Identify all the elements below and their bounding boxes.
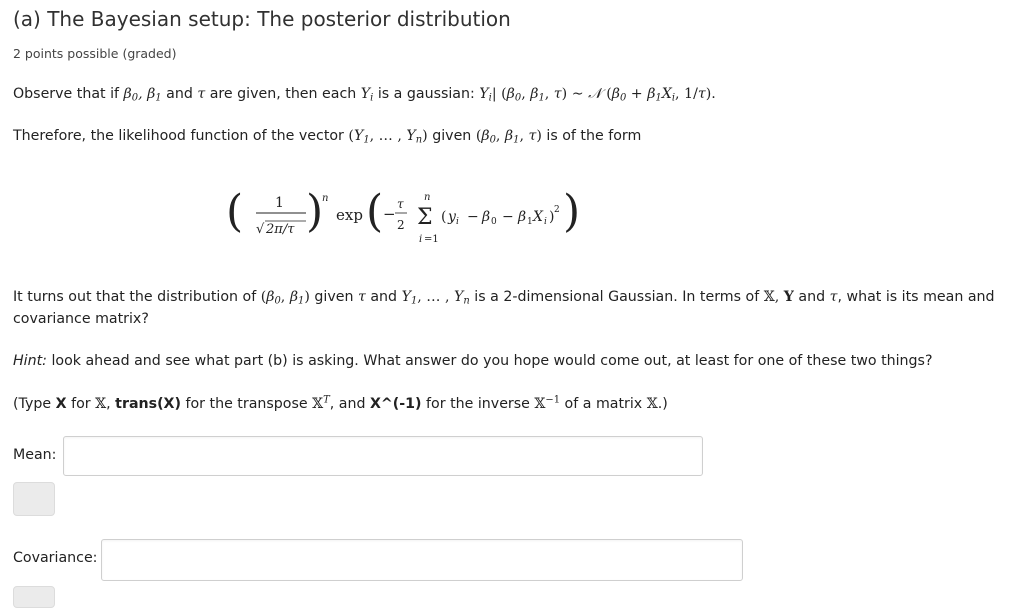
problem-title: (a) The Bayesian setup: The posterior distribution (13, 7, 511, 31)
typing-instructions: (Type X for 𝕏, trans(X) for the transpose 𝕏$^T$, and X^(-1) for the inverse 𝕏$^{-1}$ of a matrix 𝕏.) (13, 394, 668, 412)
paragraph-likelihood: Therefore, the likelihood function of the vector ($Y_1$, … , $Y_n$) given ($\beta_0$, $\beta_1$, τ) is of the form (13, 128, 642, 146)
svg-text:−: − (383, 205, 396, 223)
svg-text:i: i (419, 234, 423, 245)
svg-text:i: i (544, 217, 547, 227)
svg-text:n: n (424, 192, 431, 203)
mean-preview-button[interactable] (13, 482, 55, 516)
covariance-preview-button[interactable] (13, 586, 55, 608)
points-info: 2 points possible (graded) (13, 46, 177, 61)
svg-text:√: √ (256, 222, 265, 237)
svg-text:): ) (306, 186, 324, 237)
hint-text: Hint: look ahead and see what part (b) is asking. What answer do you hope would come out, at least for one of these two things? (13, 353, 933, 369)
covariance-label: Covariance: (13, 550, 98, 566)
svg-text:Σ: Σ (417, 205, 433, 230)
mean-label: Mean: (13, 447, 57, 463)
paragraph-observe: Observe that if $\beta_0$, $\beta_1$ and τ are given, then each $Y_i$ is a gaussian: $Y_i|$ ($\beta_0$, $\beta_1$, τ) ∼ 𝒩 ($\beta_0 + \beta_1X_i$, 1/τ). (13, 86, 716, 104)
covariance-input[interactable] (101, 539, 743, 581)
svg-text:2: 2 (397, 218, 405, 232)
svg-text:i: i (456, 217, 459, 227)
svg-text:=1: =1 (424, 234, 439, 245)
svg-text:(: ( (366, 186, 384, 237)
svg-text:(: ( (441, 209, 447, 225)
svg-text:1: 1 (527, 217, 533, 227)
svg-text:−: − (467, 209, 479, 225)
svg-text:τ: τ (397, 197, 404, 211)
svg-text:): ) (563, 186, 581, 237)
svg-text:β: β (518, 209, 527, 225)
svg-text:2: 2 (554, 205, 560, 215)
likelihood-formula (226, 180, 606, 250)
svg-text:β: β (482, 209, 491, 225)
svg-text:X: X (533, 209, 543, 225)
svg-text:(: ( (226, 186, 244, 237)
svg-text:2π/τ: 2π/τ (266, 222, 295, 237)
svg-text:y: y (448, 209, 456, 225)
svg-text:): ) (549, 209, 555, 225)
mean-input[interactable] (63, 436, 703, 476)
svg-text:exp: exp (336, 206, 363, 224)
svg-text:n: n (322, 193, 329, 204)
paragraph-distribution: It turns out that the distribution of ($\beta_0$, $\beta_1$) given τ and $Y_1$, … , $Y_n$ is a 2-dimensional Gaussian. In terms of 𝕏, Y and τ, what is its mean and (13, 289, 995, 307)
svg-text:0: 0 (491, 217, 497, 227)
svg-text:−: − (502, 209, 514, 225)
paragraph-distribution-line2: covariance matrix? (13, 311, 149, 327)
svg-text:1: 1 (275, 195, 284, 211)
